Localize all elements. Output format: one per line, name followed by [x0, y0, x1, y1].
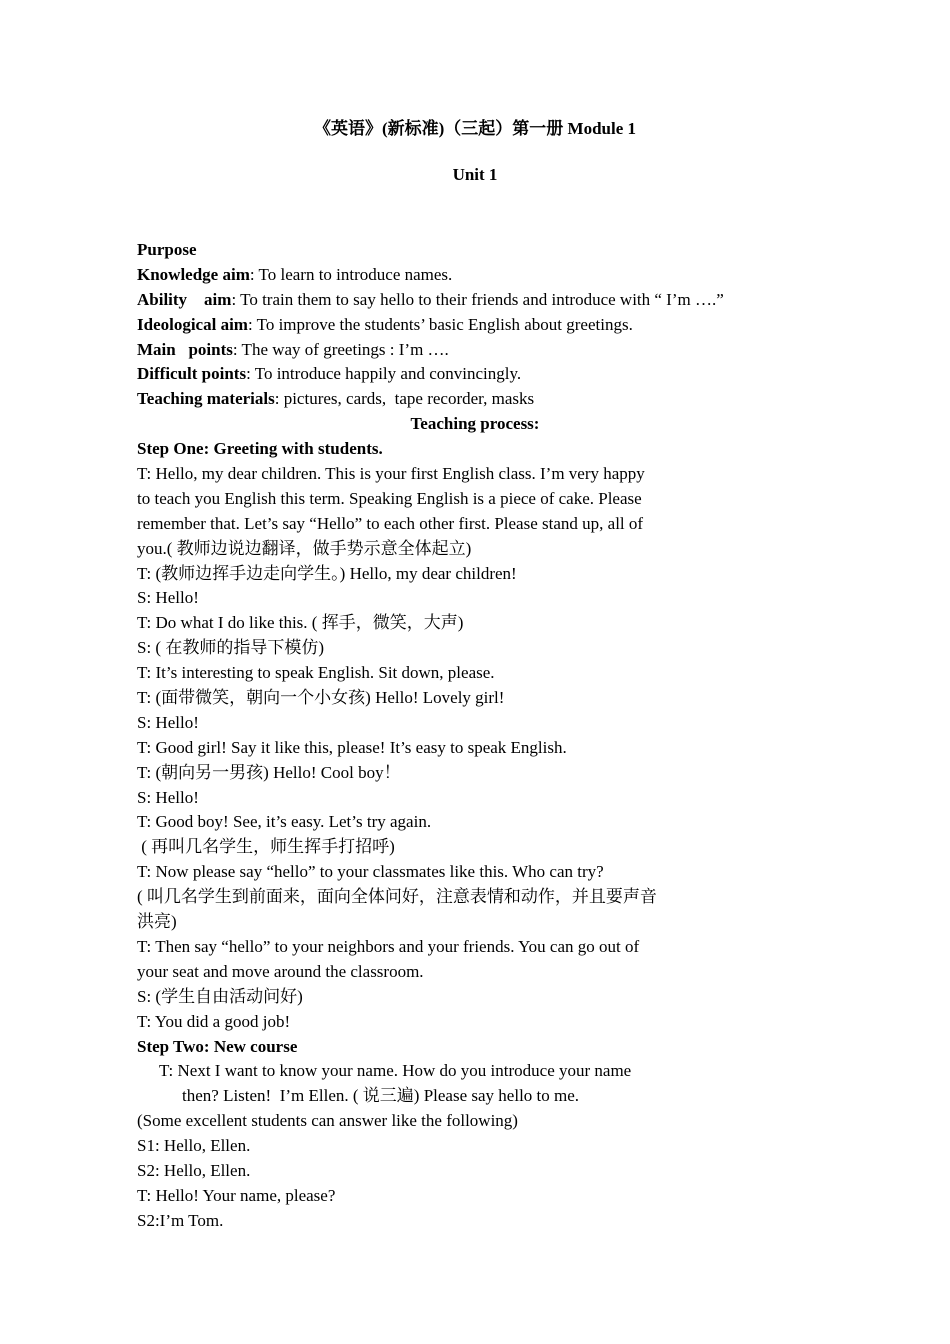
step-two-line: S1: Hello, Ellen.	[137, 1136, 251, 1156]
step-one-line: T: Hello, my dear children. This is your first English class. I’m very happy	[137, 464, 645, 484]
document-body	[137, 238, 817, 1234]
step-one-line: T: It’s interesting to speak English. Sit down, please.	[137, 663, 495, 683]
teaching-materials: Teaching materials: pictures, cards, tape recorder, masks	[137, 389, 535, 409]
step-one-line: T: (朝向另一男孩) Hello! Cool boy！	[137, 762, 401, 782]
step-one-line: remember that. Let’s say “Hello” to each other first. Please stand up, all of	[137, 513, 644, 533]
step-one-line: T: Then say “hello” to your neighbors and your friends. You can go out of	[137, 936, 640, 956]
step-one-line: T: Do what I do like this. ( 挥手，微笑，大声)	[137, 613, 464, 633]
step-one-line: your seat and move around the classroom.	[137, 961, 424, 981]
step-one-line: T: (面带微笑，朝向一个小女孩) Hello! Lovely girl!	[137, 688, 505, 708]
main-points: Main points: The way of greetings : I’m ….	[137, 339, 449, 359]
ideological-aim: Ideological aim: To improve the students’ basic English about greetings.	[137, 314, 633, 334]
step-one-line: to teach you English this term. Speaking English is a piece of cake. Please	[137, 488, 642, 508]
step-one-line: 洪亮)	[137, 912, 177, 932]
step-two-line: S2: Hello, Ellen.	[137, 1160, 251, 1180]
ability-aim: Ability aim: To train them to say hello to their friends and introduce with “ I’m ….”	[137, 289, 724, 309]
step-one-line: S: Hello!	[137, 588, 199, 608]
step-one-line: S: Hello!	[137, 712, 199, 732]
step-one-line: T: Good boy! See, it’s easy. Let’s try again.	[137, 812, 432, 832]
step-one-line: S: ( 在教师的指导下模仿)	[137, 638, 324, 658]
step-two-heading: Step Two: New course	[137, 1036, 298, 1056]
unit-heading: Unit 1	[452, 165, 498, 184]
step-two-line: T: Next I want to know your name. How do you introduce your name	[159, 1061, 632, 1081]
step-one-line: S: Hello!	[137, 787, 199, 807]
step-one-line: S: (学生自由活动问好)	[137, 986, 303, 1006]
knowledge-aim: Knowledge aim: To learn to introduce names.	[137, 264, 453, 284]
step-one-line: you.( 教师边说边翻译，做手势示意全体起立)	[137, 538, 472, 558]
step-one-line: T: Now please say “hello” to your classmates like this. Who can try?	[137, 862, 604, 882]
document-title: 《英语》(新标准)（三起）第一册 Module 1	[313, 119, 637, 138]
difficult-points: Difficult points: To introduce happily and convincingly.	[137, 364, 522, 384]
step-two-line: then? Listen! I’m Ellen. ( 说三遍) Please say hello to me.	[182, 1086, 580, 1106]
step-one-line: ( 叫几名学生到前面来，面向全体问好，注意表情和动作，并且要声音	[137, 887, 657, 907]
step-one-line: T: You did a good job!	[137, 1011, 291, 1031]
step-one-line: T: (教师边挥手边走向学生。) Hello, my dear children!	[137, 563, 517, 583]
step-one-line: ( 再叫几名学生，师生挥手打招呼)	[137, 837, 395, 857]
step-two-line: S2:I’m Tom.	[137, 1210, 224, 1230]
step-two-line: (Some excellent students can answer like the following)	[137, 1111, 518, 1131]
purpose-heading: Purpose	[137, 240, 197, 259]
step-one-line: T: Good girl! Say it like this, please! It’s easy to speak English.	[137, 737, 567, 757]
teaching-process-heading: Teaching process:	[410, 414, 540, 434]
step-two-line: T: Hello! Your name, please?	[137, 1185, 336, 1205]
step-one-heading: Step One: Greeting with students.	[137, 439, 383, 459]
